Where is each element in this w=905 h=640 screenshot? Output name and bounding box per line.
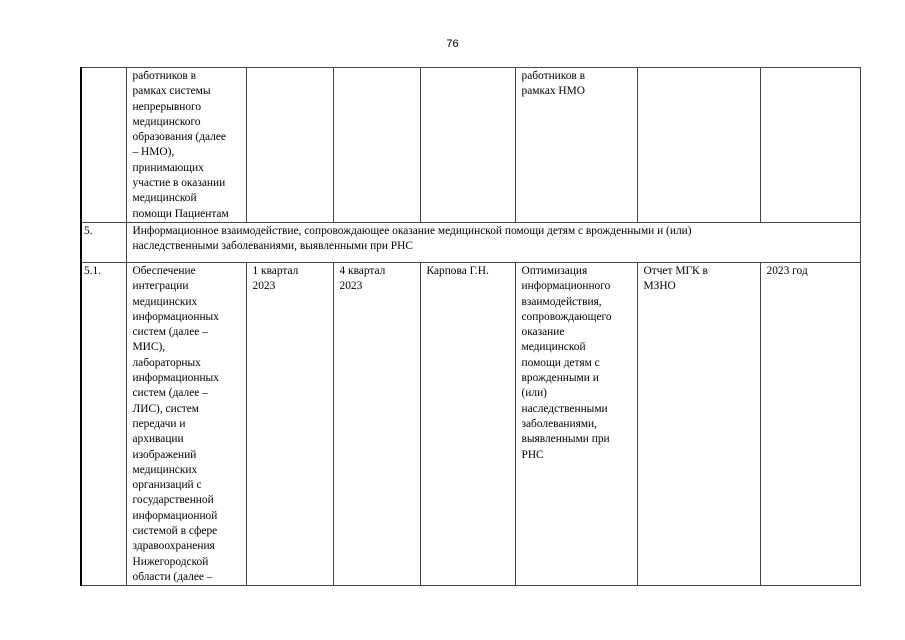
responsible-cell: Карпова Г.Н. — [420, 262, 515, 585]
period-cell — [760, 68, 860, 223]
section-title-cell: Информационное взаимодействие, сопровождающее оказание медицинской помощи детям с врожденными и (или) наследственными заболеваниями, выявленными при РНС — [126, 222, 860, 262]
row-number-cell: 5.1. — [81, 262, 126, 585]
end-date-cell: 4 квартал 2023 — [333, 262, 420, 585]
measure-cell: Обеспечение интеграции медицинских информационных систем (далее – МИС), лабораторных информационных систем (далее – ЛИС), систем передачи и архивации изображений медицинских организаций с государственной информационной системой в сфере здравоохранения Нижегородской области (далее – — [126, 262, 246, 585]
report-cell — [637, 68, 760, 223]
end-date-cell — [333, 68, 420, 223]
measure-cell: работников в рамках системы непрерывного медицинского образования (далее – НМО), принимающих участие в оказании медицинской помощи Пациентам — [126, 68, 246, 223]
result-cell: работников в рамках НМО — [515, 68, 637, 223]
report-cell: Отчет МГК в МЗНО — [637, 262, 760, 585]
result-cell: Оптимизация информационного взаимодействия, сопровождающего оказание медицинской помощи детям с врожденными и (или) наследственными заболеваниями, выявленными при РНС — [515, 262, 637, 585]
start-date-cell: 1 квартал 2023 — [246, 262, 333, 585]
table-row — [81, 262, 860, 585]
row-number-cell — [81, 68, 126, 223]
responsible-cell — [420, 68, 515, 223]
start-date-cell — [246, 68, 333, 223]
section-row — [81, 222, 860, 262]
table-row — [81, 68, 860, 223]
plan-table — [80, 67, 861, 586]
page-number: 76 — [446, 38, 459, 50]
section-number-cell: 5. — [81, 222, 126, 262]
period-cell: 2023 год — [760, 262, 860, 585]
